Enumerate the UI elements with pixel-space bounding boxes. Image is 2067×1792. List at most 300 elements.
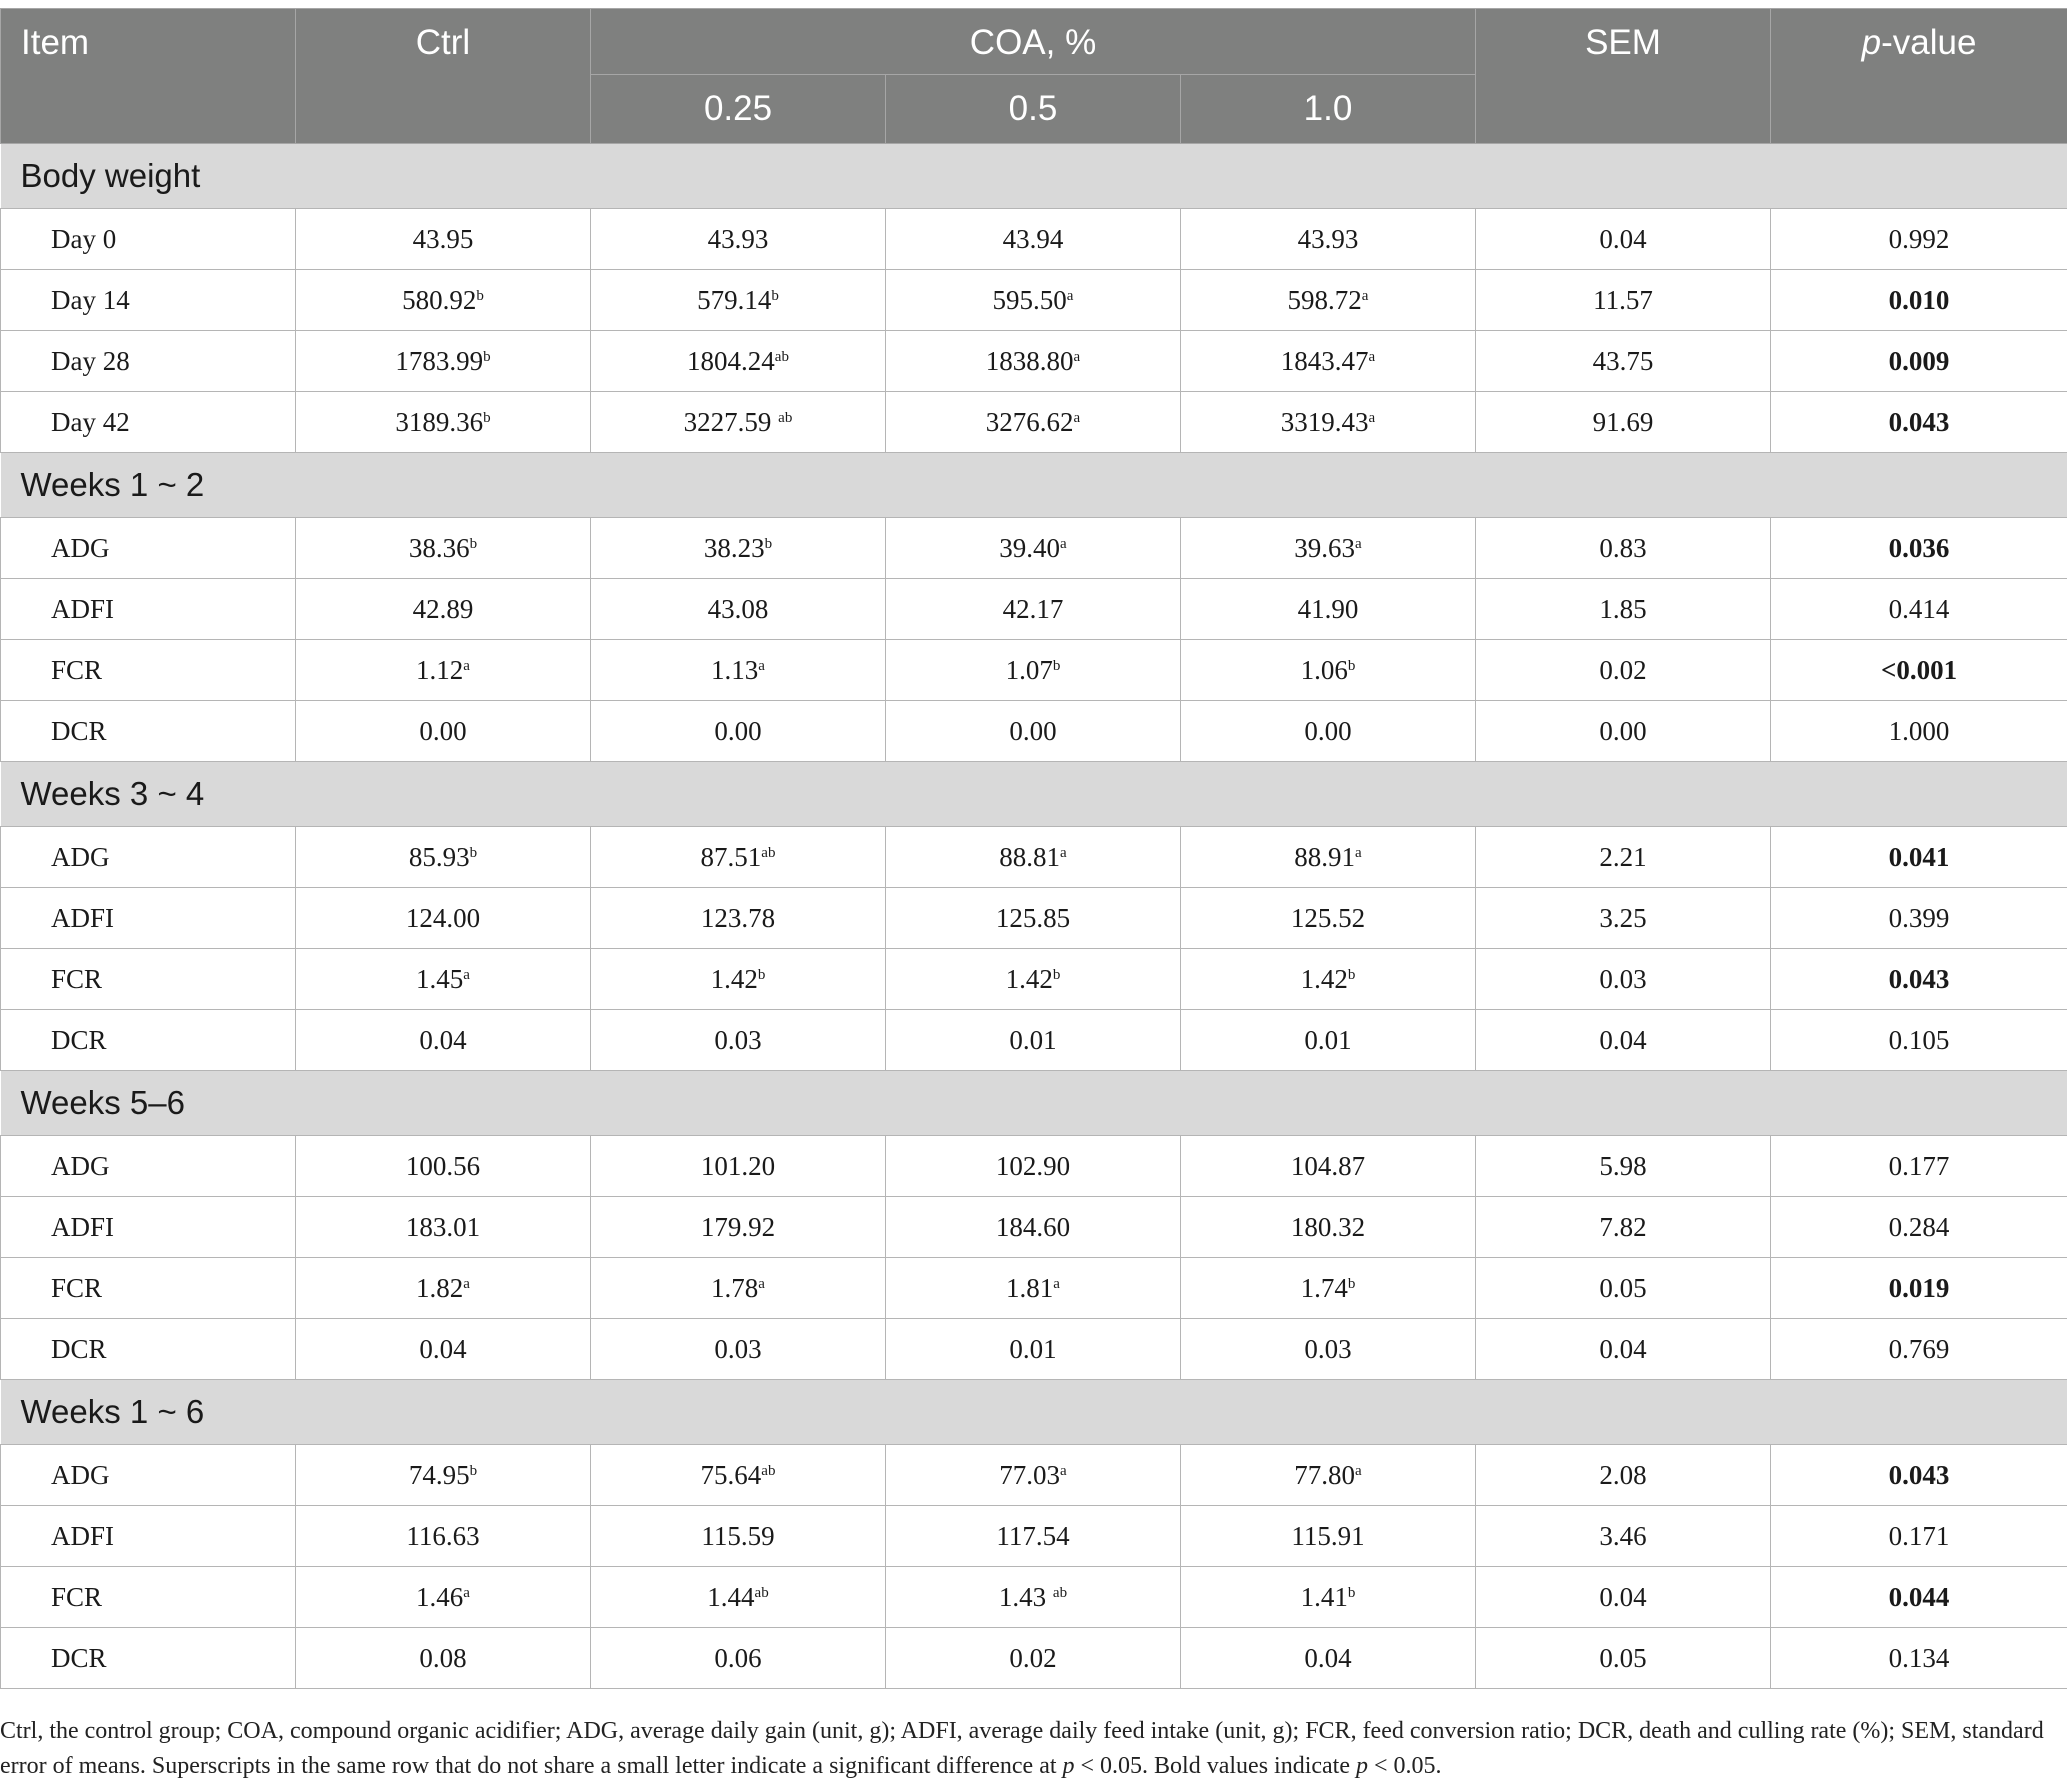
header-ctrl: Ctrl [296, 9, 591, 144]
significance-superscript: ab [1052, 1584, 1068, 1601]
value-cell [886, 1197, 1181, 1258]
table-row [1, 827, 2067, 888]
significance-superscript: b [469, 844, 478, 861]
p-value: 0.010 [1888, 284, 1950, 315]
p-value: 0.105 [1888, 1024, 1950, 1055]
value-cell [886, 579, 1181, 640]
value-cell [296, 331, 591, 392]
value-cell [296, 1136, 591, 1197]
footnote-p-symbol: p [1356, 1753, 1368, 1779]
p-value-cell [1771, 1136, 2067, 1197]
value-cell [1181, 1197, 1476, 1258]
sem-cell: 0.03 [1476, 949, 1771, 1010]
cell-value: 1.42 [710, 963, 758, 994]
value-cell [591, 1010, 886, 1071]
cell-value: 1.07 [1005, 654, 1053, 685]
row-label: Day 28 [1, 331, 296, 392]
value-cell [591, 640, 886, 701]
cell-value: 77.03 [999, 1459, 1061, 1490]
p-value: 0.043 [1888, 963, 1950, 994]
header-coa-level: 1.0 [1181, 75, 1476, 144]
row-label: Day 42 [1, 392, 296, 453]
sem-cell: 43.75 [1476, 331, 1771, 392]
cell-value: 1.78 [711, 1272, 759, 1303]
row-label: DCR [1, 1010, 296, 1071]
sem-cell: 3.25 [1476, 888, 1771, 949]
table-row [1, 1136, 2067, 1197]
significance-superscript: a [1361, 287, 1369, 304]
row-label: DCR [1, 1319, 296, 1380]
cell-value: 580.92 [402, 284, 477, 315]
row-label: ADG [1, 1445, 296, 1506]
cell-value: 1804.24 [687, 345, 775, 376]
value-cell [886, 1010, 1181, 1071]
cell-value: 0.03 [1304, 1333, 1352, 1364]
value-cell [1181, 640, 1476, 701]
group-header-row [1, 453, 2067, 518]
cell-value: 102.90 [995, 1150, 1071, 1181]
p-value-cell [1771, 701, 2067, 762]
cell-value: 180.32 [1290, 1211, 1366, 1242]
header-p-rest: -value [1881, 23, 1977, 62]
header-coa-level: 0.25 [591, 75, 886, 144]
cell-value: 1.82 [416, 1272, 464, 1303]
significance-superscript: b [1347, 966, 1356, 983]
row-label: FCR [1, 949, 296, 1010]
cell-value: 100.56 [405, 1150, 481, 1181]
value-cell [591, 1197, 886, 1258]
value-cell [886, 1445, 1181, 1506]
significance-superscript: b [469, 535, 478, 552]
value-cell [296, 1010, 591, 1071]
cell-value: 595.50 [992, 284, 1067, 315]
p-value-cell [1771, 1010, 2067, 1071]
cell-value: 117.54 [996, 1520, 1070, 1551]
value-cell [591, 1136, 886, 1197]
value-cell [1181, 701, 1476, 762]
cell-value: 0.04 [419, 1333, 467, 1364]
sem-cell: 11.57 [1476, 270, 1771, 331]
table-row [1, 1197, 2067, 1258]
significance-superscript: b [1347, 1584, 1356, 1601]
cell-value: 116.63 [406, 1520, 480, 1551]
value-cell [296, 270, 591, 331]
significance-superscript: ab [761, 844, 776, 861]
sem-cell: 5.98 [1476, 1136, 1771, 1197]
cell-value: 3319.43 [1280, 406, 1369, 437]
value-cell [296, 518, 591, 579]
cell-value: 77.80 [1294, 1459, 1356, 1490]
p-value: <0.001 [1880, 654, 1958, 685]
value-cell [1181, 518, 1476, 579]
sem-cell: 0.05 [1476, 1628, 1771, 1689]
footnote-p-symbol: p [1062, 1753, 1075, 1779]
value-cell [296, 701, 591, 762]
cell-value: 0.03 [714, 1024, 762, 1055]
cell-value: 0.01 [1304, 1024, 1352, 1055]
value-cell [591, 209, 886, 270]
cell-value: 87.51 [700, 841, 762, 872]
group-title: Weeks 5–6 [1, 1071, 2067, 1136]
value-cell [296, 949, 591, 1010]
row-label: ADG [1, 518, 296, 579]
value-cell [296, 1197, 591, 1258]
value-cell [886, 270, 1181, 331]
cell-value: 124.00 [405, 902, 481, 933]
value-cell [886, 827, 1181, 888]
value-cell [296, 888, 591, 949]
p-value-cell [1771, 949, 2067, 1010]
value-cell [886, 1506, 1181, 1567]
value-cell [1181, 1319, 1476, 1380]
p-value: 0.134 [1888, 1642, 1950, 1673]
cell-value: 1.44 [707, 1581, 755, 1612]
significance-superscript: a [1060, 1462, 1067, 1479]
cell-value: 123.78 [700, 902, 776, 933]
value-cell [591, 1319, 886, 1380]
value-cell [591, 827, 886, 888]
value-cell [886, 1319, 1181, 1380]
header-sem: SEM [1476, 9, 1771, 144]
header-item: Item [1, 9, 296, 144]
significance-superscript: a [463, 657, 470, 674]
cell-value: 1.13 [711, 654, 759, 685]
table-row [1, 1628, 2067, 1689]
value-cell [591, 1628, 886, 1689]
row-label: FCR [1, 640, 296, 701]
p-value-cell [1771, 270, 2067, 331]
cell-value: 1.74 [1300, 1272, 1348, 1303]
sem-cell: 0.83 [1476, 518, 1771, 579]
p-value: 0.036 [1888, 532, 1950, 563]
cell-value: 39.40 [999, 532, 1061, 563]
significance-superscript: a [463, 1275, 470, 1292]
cell-value: 39.63 [1294, 532, 1356, 563]
p-value: 0.177 [1888, 1150, 1950, 1181]
sem-cell: 1.85 [1476, 579, 1771, 640]
row-label: DCR [1, 701, 296, 762]
value-cell [886, 392, 1181, 453]
value-cell [886, 1567, 1181, 1628]
significance-superscript: ab [774, 348, 789, 365]
row-label: FCR [1, 1258, 296, 1319]
sem-cell: 2.21 [1476, 827, 1771, 888]
sem-cell: 3.46 [1476, 1506, 1771, 1567]
footnote-text: < 0.05. Bold values indicate [1074, 1753, 1356, 1779]
value-cell [886, 518, 1181, 579]
table-row [1, 209, 2067, 270]
value-cell [591, 1506, 886, 1567]
table-row [1, 270, 2067, 331]
value-cell [591, 579, 886, 640]
table-body [1, 144, 2067, 1689]
value-cell [296, 579, 591, 640]
footnote-text: Ctrl, the control group; COA, compound organic acidifier; ADG, average daily gain (unit, g); ADFI, average daily feed intake (unit, g); FCR, feed conversion ratio; DCR, death and culling rate (%); SEM, standard error of means. Superscripts in the same row that do not share a small letter indicate a significant difference at [0, 1718, 2044, 1779]
significance-superscript: a [758, 1275, 765, 1292]
table-header [1, 9, 2067, 144]
header-coa: COA, % [591, 9, 1476, 75]
p-value-cell [1771, 1567, 2067, 1628]
table-row [1, 701, 2067, 762]
row-label: FCR [1, 1567, 296, 1628]
p-value-cell [1771, 1445, 2067, 1506]
value-cell [591, 949, 886, 1010]
value-cell [886, 888, 1181, 949]
cell-value: 0.01 [1009, 1333, 1057, 1364]
cell-value: 0.00 [714, 715, 762, 746]
value-cell [296, 827, 591, 888]
row-label: DCR [1, 1628, 296, 1689]
sem-cell: 0.00 [1476, 701, 1771, 762]
value-cell [886, 949, 1181, 1010]
value-cell [296, 640, 591, 701]
value-cell [1181, 949, 1476, 1010]
value-cell [296, 1567, 591, 1628]
p-value: 0.769 [1888, 1333, 1950, 1364]
cell-value: 1843.47 [1280, 345, 1369, 376]
value-cell [296, 392, 591, 453]
p-value: 0.399 [1888, 902, 1950, 933]
cell-value: 0.03 [714, 1333, 762, 1364]
p-value-cell [1771, 640, 2067, 701]
row-label: ADG [1, 1136, 296, 1197]
value-cell [1181, 1258, 1476, 1319]
table-row [1, 331, 2067, 392]
cell-value: 1.06 [1300, 654, 1348, 685]
cell-value: 104.87 [1290, 1150, 1366, 1181]
p-value: 0.043 [1888, 1459, 1950, 1490]
p-value: 0.009 [1888, 345, 1950, 376]
cell-value: 43.93 [707, 223, 769, 254]
group-title: Weeks 3 ~ 4 [1, 762, 2067, 827]
group-header-row [1, 1071, 2067, 1136]
cell-value: 43.95 [412, 223, 474, 254]
significance-superscript: a [1368, 348, 1376, 365]
table-row [1, 392, 2067, 453]
cell-value: 125.52 [1290, 902, 1366, 933]
significance-superscript: b [1347, 1275, 1356, 1292]
cell-value: 42.17 [1002, 593, 1064, 624]
footnote-text: < 0.05. [1368, 1753, 1442, 1779]
significance-superscript: a [1355, 844, 1362, 861]
value-cell [591, 701, 886, 762]
table-row [1, 1506, 2067, 1567]
significance-superscript: a [1355, 535, 1362, 552]
p-value: 0.992 [1888, 223, 1950, 254]
p-value-cell [1771, 331, 2067, 392]
sem-cell: 0.04 [1476, 1010, 1771, 1071]
significance-superscript: a [1073, 348, 1081, 365]
cell-value: 43.93 [1297, 223, 1359, 254]
p-value-cell [1771, 1197, 2067, 1258]
value-cell [1181, 827, 1476, 888]
cell-value: 0.04 [1304, 1642, 1352, 1673]
cell-value: 0.00 [1009, 715, 1057, 746]
cell-value: 0.02 [1009, 1642, 1057, 1673]
cell-value: 115.91 [1291, 1520, 1365, 1551]
cell-value: 0.04 [419, 1024, 467, 1055]
value-cell [886, 1258, 1181, 1319]
value-cell [296, 209, 591, 270]
significance-superscript: b [771, 287, 779, 304]
cell-value: 1.41 [1300, 1581, 1348, 1612]
cell-value: 43.94 [1002, 223, 1064, 254]
significance-superscript: b [483, 348, 491, 365]
significance-superscript: a [1355, 1462, 1362, 1479]
cell-value: 1.81 [1006, 1272, 1054, 1303]
value-cell [886, 1136, 1181, 1197]
cell-value: 1.42 [1300, 963, 1348, 994]
cell-value: 598.72 [1287, 284, 1362, 315]
value-cell [1181, 1445, 1476, 1506]
cell-value: 3227.59 [683, 406, 779, 437]
cell-value: 0.06 [714, 1642, 762, 1673]
p-value: 0.284 [1888, 1211, 1950, 1242]
value-cell [296, 1319, 591, 1380]
value-cell [1181, 1010, 1476, 1071]
table-row [1, 1010, 2067, 1071]
group-title: Weeks 1 ~ 6 [1, 1380, 2067, 1445]
group-title: Weeks 1 ~ 2 [1, 453, 2067, 518]
significance-superscript: b [764, 535, 773, 552]
cell-value: 1.43 [998, 1581, 1053, 1612]
cell-value: 579.14 [697, 284, 772, 315]
p-value-cell [1771, 1319, 2067, 1380]
significance-superscript: b [483, 409, 491, 426]
cell-value: 0.08 [419, 1642, 467, 1673]
p-value: 0.044 [1888, 1581, 1950, 1612]
p-value-cell [1771, 1258, 2067, 1319]
header-coa-level: 0.5 [886, 75, 1181, 144]
significance-superscript: a [758, 657, 765, 674]
value-cell [1181, 1136, 1476, 1197]
growth-performance-table [0, 8, 2067, 1689]
header-p-value [1771, 9, 2067, 144]
value-cell [1181, 579, 1476, 640]
value-cell [591, 518, 886, 579]
cell-value: 3189.36 [395, 406, 484, 437]
row-label: Day 0 [1, 209, 296, 270]
significance-superscript: b [1347, 657, 1356, 674]
table-row [1, 1258, 2067, 1319]
cell-value: 1783.99 [395, 345, 484, 376]
value-cell [296, 1506, 591, 1567]
sem-cell: 0.05 [1476, 1258, 1771, 1319]
cell-value: 88.91 [1294, 841, 1356, 872]
cell-value: 1.12 [416, 654, 464, 685]
value-cell [591, 888, 886, 949]
p-value: 0.041 [1888, 841, 1950, 872]
p-value-cell [1771, 1628, 2067, 1689]
sem-cell: 91.69 [1476, 392, 1771, 453]
cell-value: 184.60 [995, 1211, 1071, 1242]
value-cell [886, 701, 1181, 762]
significance-superscript: b [1052, 966, 1061, 983]
value-cell [1181, 209, 1476, 270]
p-value-cell [1771, 1506, 2067, 1567]
cell-value: 0.01 [1009, 1024, 1057, 1055]
significance-superscript: a [1073, 409, 1081, 426]
value-cell [591, 1567, 886, 1628]
results-table-container [0, 8, 2067, 1689]
p-value: 0.019 [1888, 1272, 1950, 1303]
p-value-cell [1771, 579, 2067, 640]
sem-cell: 0.04 [1476, 1567, 1771, 1628]
value-cell [296, 1628, 591, 1689]
cell-value: 179.92 [700, 1211, 776, 1242]
group-header-row [1, 1380, 2067, 1445]
cell-value: 43.08 [707, 593, 769, 624]
value-cell [886, 331, 1181, 392]
significance-superscript: a [1060, 844, 1067, 861]
significance-superscript: a [463, 966, 470, 983]
sem-cell: 0.04 [1476, 209, 1771, 270]
cell-value: 38.36 [408, 532, 470, 563]
row-label: ADFI [1, 1506, 296, 1567]
sem-cell: 7.82 [1476, 1197, 1771, 1258]
cell-value: 38.23 [703, 532, 765, 563]
significance-superscript: b [476, 287, 484, 304]
sem-cell: 2.08 [1476, 1445, 1771, 1506]
group-header-row [1, 144, 2067, 209]
row-label: ADFI [1, 888, 296, 949]
cell-value: 41.90 [1297, 593, 1359, 624]
significance-superscript: a [463, 1584, 470, 1601]
value-cell [1181, 392, 1476, 453]
significance-superscript: ab [754, 1584, 769, 1601]
table-footnote [0, 1714, 2060, 1784]
cell-value: 1.46 [416, 1581, 464, 1612]
significance-superscript: a [1368, 409, 1376, 426]
header-p-italic: p [1861, 23, 1882, 62]
cell-value: 85.93 [408, 841, 470, 872]
row-label: Day 14 [1, 270, 296, 331]
p-value-cell [1771, 392, 2067, 453]
p-value-cell [1771, 209, 2067, 270]
value-cell [1181, 331, 1476, 392]
p-value: 0.414 [1888, 593, 1950, 624]
value-cell [1181, 1506, 1476, 1567]
value-cell [591, 270, 886, 331]
cell-value: 42.89 [412, 593, 474, 624]
value-cell [591, 392, 886, 453]
p-value: 1.000 [1888, 715, 1950, 746]
value-cell [591, 1445, 886, 1506]
table-row [1, 640, 2067, 701]
table-row [1, 1567, 2067, 1628]
cell-value: 0.00 [1304, 715, 1352, 746]
cell-value: 74.95 [408, 1459, 470, 1490]
row-label: ADG [1, 827, 296, 888]
p-value: 0.043 [1888, 406, 1950, 437]
value-cell [886, 209, 1181, 270]
significance-superscript: b [469, 1462, 478, 1479]
cell-value: 1.45 [416, 963, 464, 994]
value-cell [886, 640, 1181, 701]
value-cell [1181, 1567, 1476, 1628]
table-row [1, 579, 2067, 640]
significance-superscript: a [1066, 287, 1074, 304]
significance-superscript: b [757, 966, 766, 983]
cell-value: 183.01 [405, 1211, 481, 1242]
value-cell [296, 1258, 591, 1319]
p-value-cell [1771, 518, 2067, 579]
significance-superscript: a [1060, 535, 1067, 552]
significance-superscript: b [1052, 657, 1061, 674]
value-cell [296, 1445, 591, 1506]
cell-value: 101.20 [700, 1150, 776, 1181]
sem-cell: 0.04 [1476, 1319, 1771, 1380]
